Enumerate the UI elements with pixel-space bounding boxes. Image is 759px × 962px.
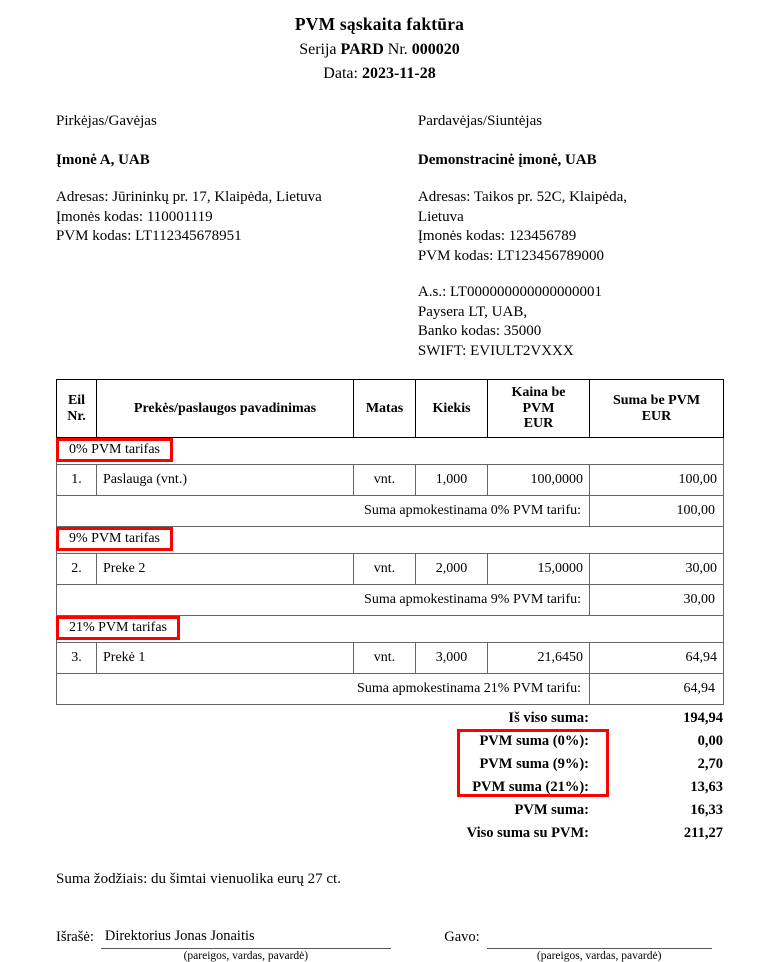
vat-rate-highlight-badge: 9% PVM tarifas — [56, 527, 173, 551]
issued-by-caption: (pareigos, vardas, pavardė) — [183, 950, 309, 962]
total-row-vat-total — [56, 799, 723, 822]
item-unit: vnt. — [354, 554, 416, 585]
document-header — [0, 0, 759, 83]
seller-account-number: A.s.: LT000000000000000001 — [417, 284, 602, 300]
sum-in-words: Suma žodžiais: du šimtai vienuolika eurų 27 ct. — [56, 871, 341, 888]
document-date-line — [0, 65, 759, 83]
item-nr: 2. — [57, 554, 97, 585]
item-qty: 1,000 — [416, 465, 488, 496]
invoice-number: 000020 — [411, 41, 460, 58]
seller-company-code: Įmonės kodas: 123456789 — [417, 228, 577, 244]
column-header-qty: Kiekis — [416, 380, 488, 438]
vat-rate-band-cell — [57, 527, 724, 554]
item-unit: vnt. — [354, 643, 416, 674]
total-label: PVM suma (0%): — [479, 733, 589, 750]
total-row-grand-net — [56, 707, 723, 730]
total-value: 16,33 — [690, 802, 723, 819]
buyer-block — [56, 113, 418, 361]
column-header-nr-line2: Nr. — [67, 408, 86, 424]
vat-rate-highlight-badge: 21% PVM tarifas — [56, 616, 180, 640]
signatures-section — [0, 928, 759, 962]
items-table — [56, 379, 724, 705]
issued-by-label: Išrašė: — [56, 929, 94, 946]
vat-subtotal-label: Suma apmokestinama 9% PVM tarifu: — [57, 585, 590, 616]
serial-prefix: Serija — [299, 41, 337, 58]
vat-subtotal-row — [57, 674, 724, 705]
vat-rate-highlight-badge: 0% PVM tarifas — [56, 438, 173, 462]
items-table-head — [57, 380, 724, 438]
seller-block — [418, 113, 703, 361]
issued-by-block — [56, 928, 444, 962]
received-by-value[interactable] — [487, 928, 712, 949]
item-unit: vnt. — [354, 465, 416, 496]
seller-swift: SWIFT: EVIULT2VXXX — [417, 342, 574, 359]
total-label: PVM suma: — [514, 802, 589, 819]
column-header-sum-line1: Suma be PVM — [612, 392, 701, 408]
vat-subtotal-row — [57, 585, 724, 616]
item-name: Prekė 1 — [97, 643, 354, 674]
item-sum: 100,00 — [590, 465, 724, 496]
issued-by-fields — [101, 928, 391, 962]
seller-bank-code: Banko kodas: 35000 — [417, 323, 542, 339]
table-row — [57, 554, 724, 585]
seller-address-line-1: Adresas: Taikos pr. 52C, Klaipėda, — [417, 189, 627, 205]
vat-subtotal-value: 100,00 — [590, 496, 724, 527]
serial-value: PARD — [340, 41, 384, 58]
items-table-body — [57, 438, 724, 705]
item-qty: 3,000 — [416, 643, 488, 674]
document-serial-line — [0, 41, 759, 59]
totals-table — [56, 707, 723, 845]
received-by-label: Gavo: — [444, 929, 480, 946]
total-label: Viso suma su PVM: — [466, 825, 589, 842]
column-header-price-line3: EUR — [523, 416, 554, 432]
column-header-nr — [57, 380, 97, 438]
vat-rate-band-cell — [57, 438, 724, 465]
number-prefix: Nr. — [387, 41, 408, 58]
item-price: 15,0000 — [488, 554, 590, 585]
item-nr: 1. — [57, 465, 97, 496]
item-sum: 30,00 — [590, 554, 724, 585]
seller-vat-code: PVM kodas: LT123456789000 — [417, 247, 605, 264]
buyer-company-code: Įmonės kodas: 110001119 — [56, 208, 213, 225]
vat-subtotal-label: Suma apmokestinama 21% PVM tarifu: — [57, 674, 590, 705]
item-price: 21,6450 — [488, 643, 590, 674]
table-header-row — [57, 380, 724, 438]
total-row-grand-gross — [56, 822, 723, 845]
items-table-wrap — [0, 379, 759, 705]
column-header-nr-line1: Eil — [67, 392, 86, 408]
total-label: PVM suma (21%): — [472, 779, 589, 796]
column-header-price-line2: PVM — [522, 400, 555, 416]
date-prefix: Data: — [323, 65, 358, 82]
received-by-fields — [487, 928, 712, 962]
seller-bank-name: Paysera LT, UAB, — [417, 303, 528, 320]
vat-rate-band-row — [57, 438, 724, 465]
column-header-unit: Matas — [354, 380, 416, 438]
total-row-vat-21 — [56, 776, 723, 799]
seller-bank-details — [418, 283, 703, 361]
seller-name: Demonstracinė įmonė, UAB — [417, 152, 597, 168]
total-value: 13,63 — [690, 779, 723, 796]
total-value: 0,00 — [697, 733, 723, 750]
item-nr: 3. — [57, 643, 97, 674]
invoice-date: 2023-11-28 — [361, 65, 436, 82]
received-by-caption: (pareigos, vardas, pavardė) — [536, 950, 662, 962]
document-title: PVM sąskaita faktūra — [294, 14, 465, 34]
column-header-name: Prekės/paslaugos pavadinimas — [97, 380, 354, 438]
column-header-price — [488, 380, 590, 438]
vat-subtotal-value: 30,00 — [590, 585, 724, 616]
total-value: 194,94 — [683, 710, 723, 727]
column-header-sum-line2: EUR — [641, 408, 672, 424]
total-label: Iš viso suma: — [508, 710, 589, 727]
vat-subtotal-value: 64,94 — [590, 674, 724, 705]
buyer-role-label: Pirkėjas/Gavėjas — [56, 113, 157, 129]
seller-details — [418, 188, 703, 266]
buyer-vat-code: PVM kodas: LT112345678951 — [56, 228, 242, 244]
item-qty: 2,000 — [416, 554, 488, 585]
buyer-name: Įmonė A, UAB — [56, 152, 150, 168]
column-header-price-line1: Kaina be — [511, 385, 566, 400]
total-label: PVM suma (9%): — [479, 756, 589, 773]
total-value: 2,70 — [697, 756, 723, 773]
seller-role-label: Pardavėjas/Siuntėjas — [417, 113, 543, 129]
issued-by-value[interactable]: Direktorius Jonas Jonaitis — [101, 928, 391, 949]
total-value: 211,27 — [683, 825, 723, 842]
buyer-address: Adresas: Jūrininkų pr. 17, Klaipėda, Lietuva — [56, 189, 322, 205]
totals-section — [0, 707, 759, 845]
buyer-details — [56, 188, 408, 247]
item-sum: 64,94 — [590, 643, 724, 674]
received-by-block — [444, 928, 723, 962]
vat-rate-band-row — [57, 616, 724, 643]
table-row — [57, 465, 724, 496]
item-name: Preke 2 — [97, 554, 354, 585]
seller-address-line-2: Lietuva — [417, 208, 464, 225]
total-row-vat-0 — [56, 730, 723, 753]
total-row-vat-9 — [56, 753, 723, 776]
vat-rate-band-row — [57, 527, 724, 554]
column-header-sum — [590, 380, 724, 438]
item-name: Paslauga (vnt.) — [97, 465, 354, 496]
item-price: 100,0000 — [488, 465, 590, 496]
parties-section — [0, 113, 759, 361]
vat-subtotal-label: Suma apmokestinama 0% PVM tarifu: — [57, 496, 590, 527]
table-row — [57, 643, 724, 674]
vat-rate-band-cell — [57, 616, 724, 643]
vat-subtotal-row — [57, 496, 724, 527]
